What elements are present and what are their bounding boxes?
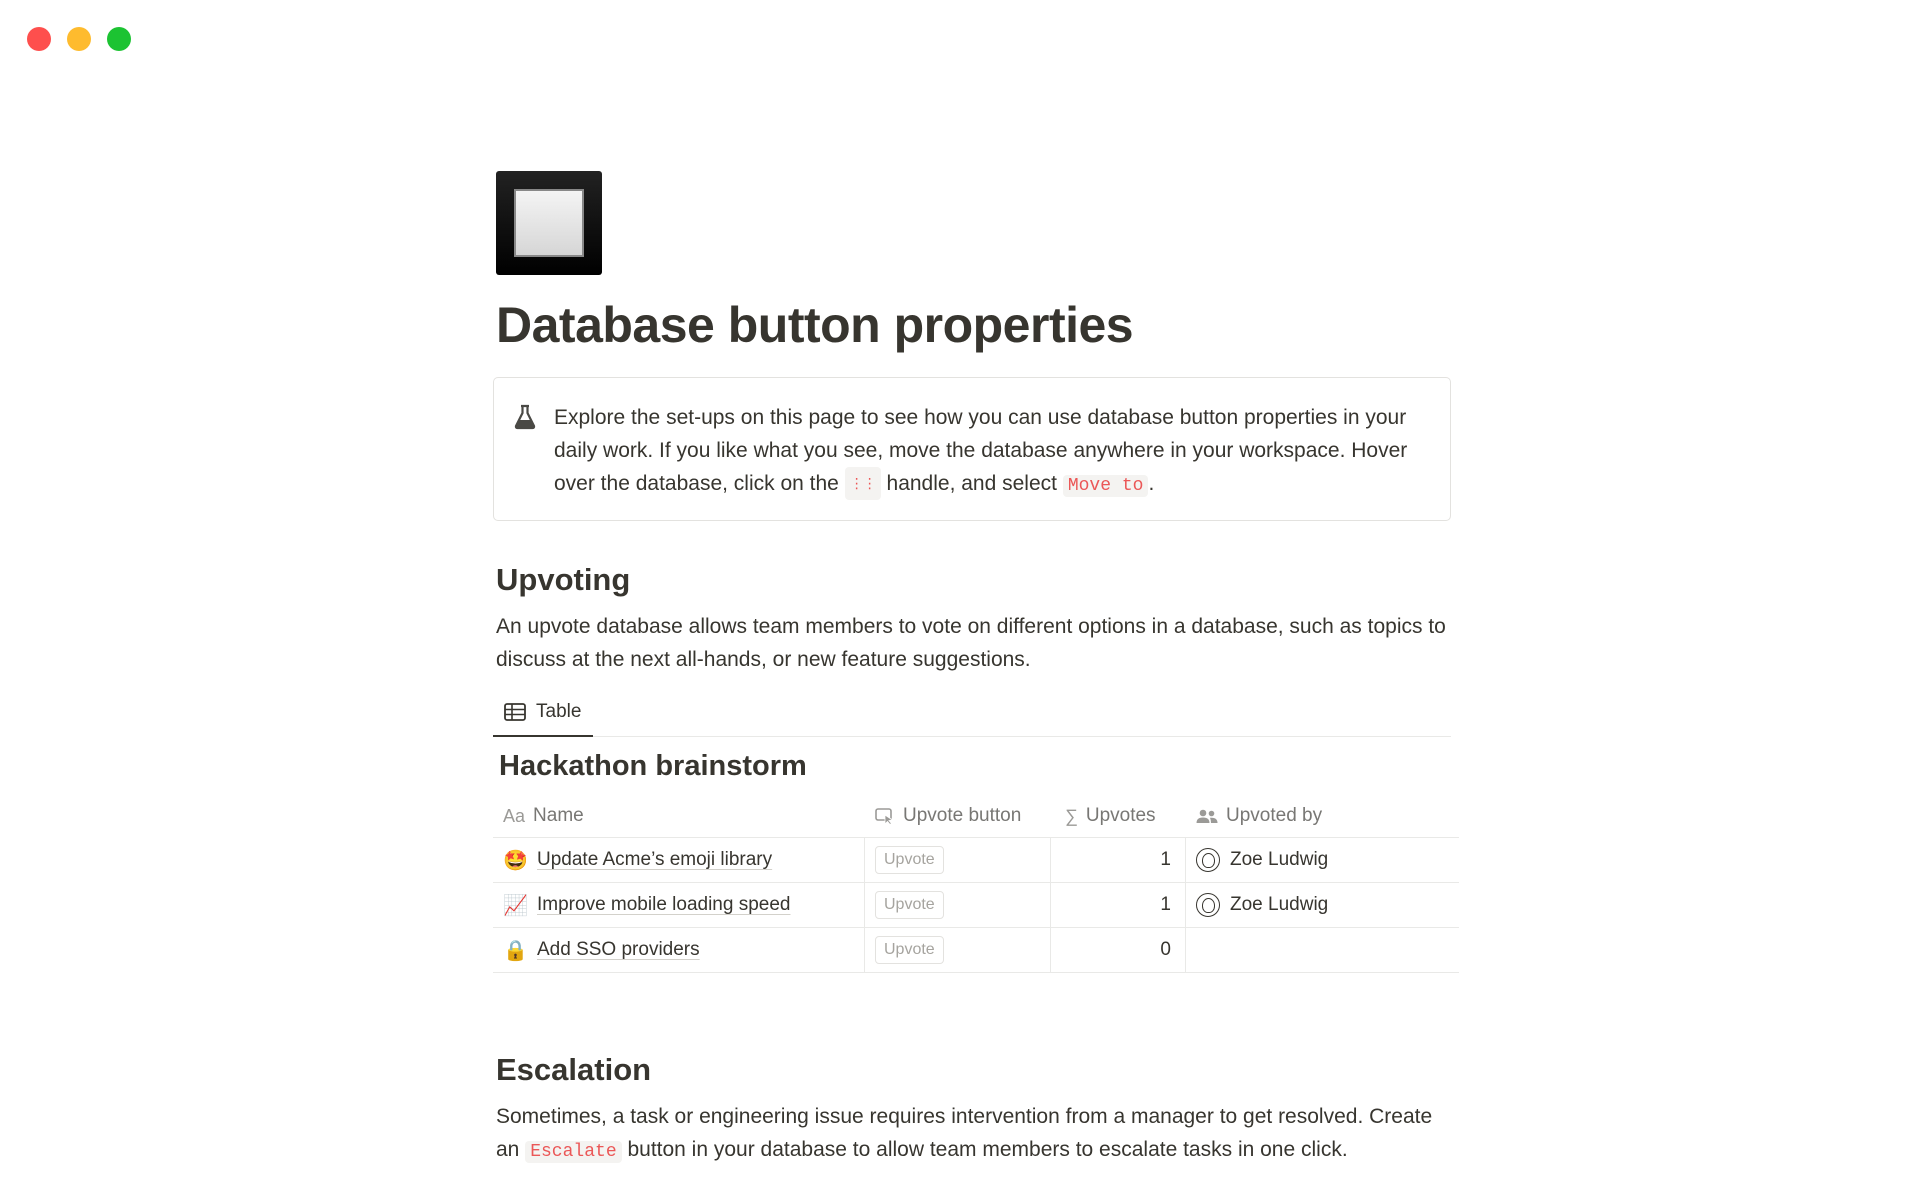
person-name: Zoe Ludwig bbox=[1230, 849, 1329, 870]
row-name[interactable]: Improve mobile loading speed bbox=[537, 894, 791, 915]
avatar bbox=[1196, 848, 1220, 872]
window-controls bbox=[27, 27, 131, 51]
callout[interactable] bbox=[493, 377, 1451, 521]
column-header-name[interactable] bbox=[493, 795, 865, 837]
drag-handle-icon: ⋮⋮ bbox=[845, 467, 881, 500]
row-upvotes[interactable]: 1 bbox=[1051, 883, 1186, 927]
row-button-cell bbox=[865, 883, 1051, 927]
callout-text-2: handle, and select bbox=[880, 472, 1063, 495]
table-icon bbox=[504, 703, 526, 721]
escalation-heading[interactable]: Escalation bbox=[496, 1052, 652, 1087]
database-view-tabs bbox=[493, 689, 1451, 737]
table-header-row bbox=[493, 795, 1459, 838]
person-name: Zoe Ludwig bbox=[1230, 894, 1329, 915]
column-header-upvoted-by[interactable] bbox=[1186, 795, 1459, 837]
row-upvoted-by[interactable] bbox=[1186, 838, 1459, 882]
column-header-upvote-button[interactable] bbox=[865, 795, 1051, 837]
table-row[interactable] bbox=[493, 883, 1459, 928]
white-square-button-icon bbox=[514, 189, 584, 257]
escalation-description[interactable] bbox=[496, 1101, 1446, 1168]
row-name[interactable]: Add SSO providers bbox=[537, 939, 700, 960]
sum-icon: ∑ bbox=[1065, 805, 1078, 826]
row-upvoted-by[interactable] bbox=[1186, 928, 1459, 972]
column-header-upvotes[interactable] bbox=[1051, 795, 1186, 837]
row-button-cell bbox=[865, 928, 1051, 972]
row-name-cell[interactable] bbox=[493, 838, 865, 882]
tab-table-label: Table bbox=[536, 701, 582, 722]
table-row[interactable] bbox=[493, 838, 1459, 883]
flask-icon bbox=[514, 404, 536, 430]
column-label-name: Name bbox=[533, 805, 584, 826]
column-label-upvoted-by: Upvoted by bbox=[1226, 805, 1323, 826]
cursor-click-icon bbox=[875, 807, 895, 825]
page-icon[interactable] bbox=[496, 171, 602, 275]
upvoting-description[interactable]: An upvote database allows team members to vote on different options in a database, such as topics to discuss at the next all-hands, or new feature suggestions. bbox=[496, 615, 1446, 671]
callout-text-3: . bbox=[1148, 472, 1155, 495]
move-to-code: Move to bbox=[1063, 475, 1149, 497]
upvoting-heading[interactable]: Upvoting bbox=[496, 562, 631, 597]
row-name[interactable]: Update Acme’s emoji library bbox=[537, 849, 773, 870]
lock-icon: 🔒 bbox=[503, 939, 528, 962]
page-title[interactable]: Database button properties bbox=[496, 297, 1134, 353]
row-upvotes[interactable]: 0 bbox=[1051, 928, 1186, 972]
row-name-cell[interactable] bbox=[493, 883, 865, 927]
database-table bbox=[493, 795, 1459, 973]
row-button-cell bbox=[865, 838, 1051, 882]
column-label-upvotes: Upvotes bbox=[1085, 805, 1156, 826]
upvote-button[interactable]: Upvote bbox=[875, 936, 944, 964]
chart-increasing-icon: 📈 bbox=[503, 894, 528, 917]
minimize-window-button[interactable] bbox=[67, 27, 91, 51]
callout-text-1: Explore the set-ups on this page to see how you can use database button properties in your daily work. If you like what you see, move the database anywhere in your workspace. Hover over the database, click on the bbox=[554, 406, 1408, 495]
text-property-icon: Aa bbox=[503, 805, 526, 826]
maximize-window-button[interactable] bbox=[107, 27, 131, 51]
escalation-text-2: button in your database to allow team members to escalate tasks in one click. bbox=[621, 1137, 1348, 1161]
close-window-button[interactable] bbox=[27, 27, 51, 51]
database-title[interactable]: Hackathon brainstorm bbox=[499, 750, 807, 782]
escalate-code: Escalate bbox=[525, 1141, 621, 1163]
tab-table[interactable] bbox=[493, 689, 593, 737]
avatar bbox=[1196, 893, 1220, 917]
table-row[interactable] bbox=[493, 928, 1459, 973]
upvote-button[interactable]: Upvote bbox=[875, 846, 944, 874]
row-name-cell[interactable] bbox=[493, 928, 865, 972]
star-struck-icon: 🤩 bbox=[503, 849, 528, 872]
column-label-upvote-button: Upvote button bbox=[903, 805, 1022, 826]
row-upvoted-by[interactable] bbox=[1186, 883, 1459, 927]
people-icon bbox=[1196, 808, 1218, 824]
upvote-button[interactable]: Upvote bbox=[875, 891, 944, 919]
escalation-text-1: Sometimes, a task or engineering issue requires intervention from a manager to get resolved. Create an bbox=[496, 1105, 1433, 1161]
row-upvotes[interactable]: 1 bbox=[1051, 838, 1186, 882]
